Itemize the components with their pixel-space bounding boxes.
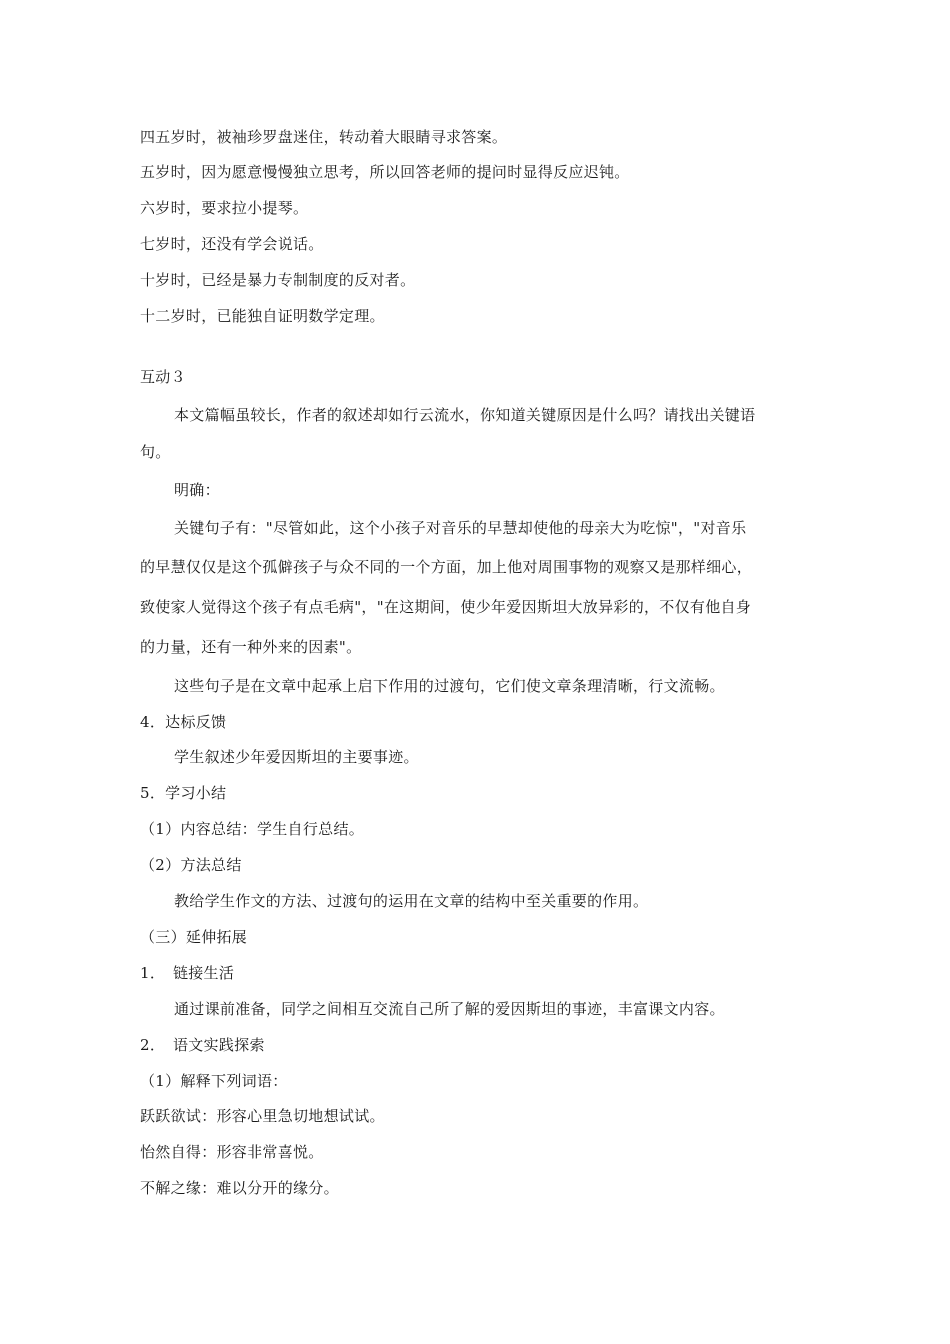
age-item: 十二岁时，已能独自证明数学定理。 — [140, 307, 385, 325]
part3-sub1-body: 通过课前准备，同学之间相互交流自己所了解的爱因斯坦的事迹，丰富课文内容。 — [174, 1000, 725, 1018]
age-item: 四五岁时，被袖珍罗盘迷住，转动着大眼睛寻求答案。 — [140, 128, 508, 146]
part3-sub2-heading: 2． 语文实践探索 — [140, 1036, 265, 1054]
section5-item2-body: 教给学生作文的方法、过渡句的运用在文章的结构中至关重要的作用。 — [174, 892, 649, 910]
section5-item2: （2）方法总结 — [140, 856, 242, 874]
definition-item: 不解之缘：难以分开的缘分。 — [140, 1179, 339, 1197]
answer-paragraph-cont: 的力量，还有一种外来的因素"。 — [140, 638, 362, 656]
interaction3-question-cont: 句。 — [140, 443, 171, 461]
age-item: 六岁时，要求拉小提琴。 — [140, 199, 309, 217]
answer-paragraph-cont: 致使家人觉得这个孩子有点毛病"，"在这期间，使少年爱因斯坦大放异彩的，不仅有他自身 — [140, 598, 752, 616]
section5-heading: 5．学习小结 — [140, 784, 227, 802]
definition-item: 跃跃欲试：形容心里急切地想试试。 — [140, 1107, 385, 1125]
answer-label: 明确： — [174, 481, 220, 499]
part3-sub1-heading: 1． 链接生活 — [140, 964, 235, 982]
section4-heading: 4．达标反馈 — [140, 713, 227, 731]
interaction3-question: 本文篇幅虽较长，作者的叙述却如行云流水，你知道关键原因是什么吗？请找出关键语 — [174, 406, 756, 424]
age-item: 十岁时，已经是暴力专制制度的反对者。 — [140, 271, 416, 289]
answer-paragraph-cont: 的早慧仅仅是这个孤僻孩子与众不同的一个方面，加上他对周围事物的观察又是那样细心， — [140, 558, 753, 576]
age-item: 五岁时，因为愿意慢慢独立思考，所以回答老师的提问时显得反应迟钝。 — [140, 163, 630, 181]
definition-item: 怡然自得：形容非常喜悦。 — [140, 1143, 324, 1161]
part3-heading: （三）延伸拓展 — [140, 928, 248, 946]
section5-item1: （1）内容总结：学生自行总结。 — [140, 820, 365, 838]
answer-conclusion: 这些句子是在文章中起承上启下作用的过渡句，它们使文章条理清晰，行文流畅。 — [174, 677, 725, 695]
section4-body: 学生叙述少年爱因斯坦的主要事迹。 — [174, 748, 419, 766]
part3-sub2-item1: （1）解释下列词语： — [140, 1072, 288, 1090]
interaction3-heading: 互动３ — [140, 368, 186, 386]
answer-paragraph: 关键句子有："尽管如此，这个小孩子对音乐的早慧却使他的母亲大为吃惊"，"对音乐 — [174, 519, 747, 537]
age-item: 七岁时，还没有学会说话。 — [140, 235, 324, 253]
